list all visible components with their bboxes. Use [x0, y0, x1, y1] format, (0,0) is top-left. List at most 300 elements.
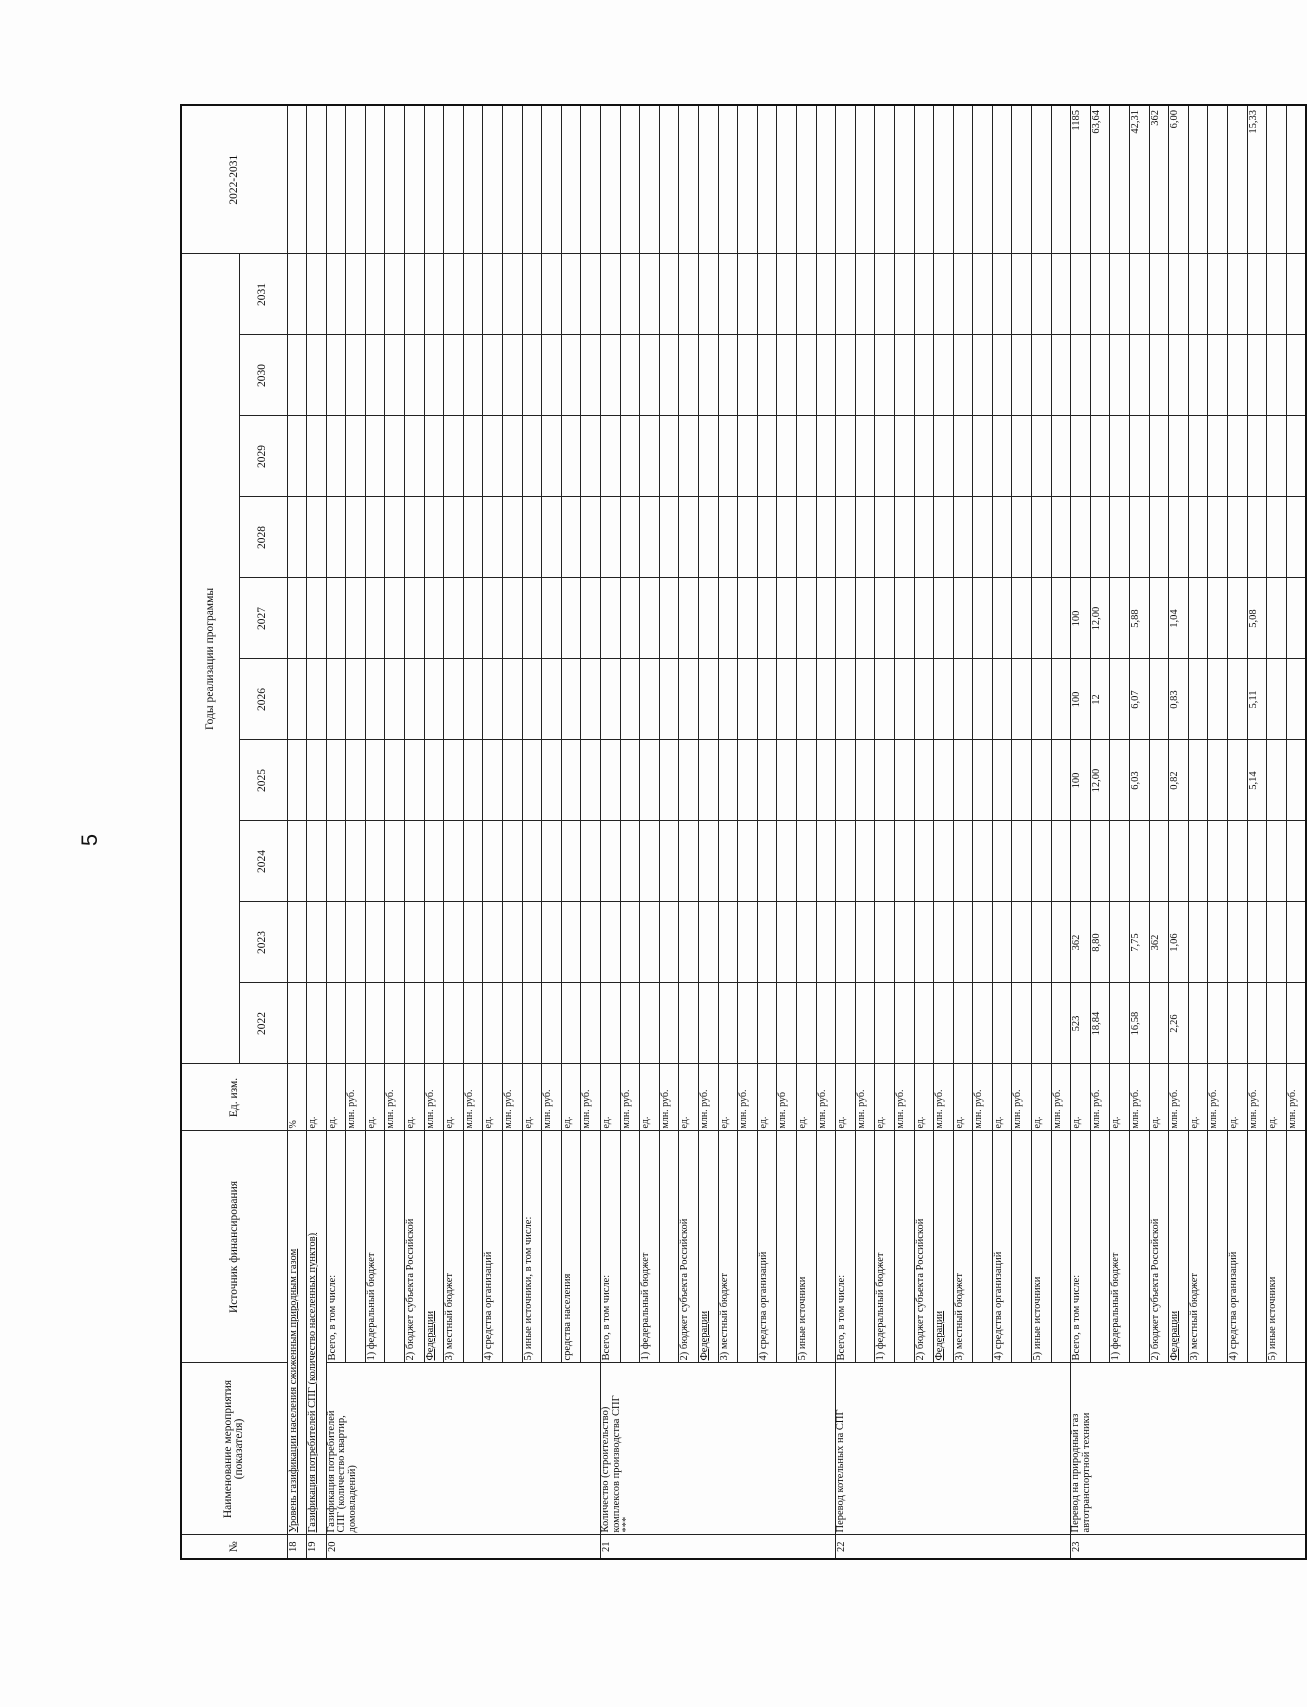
value-2022: [679, 983, 699, 1064]
value-2022: [561, 983, 581, 1064]
value-2024: [326, 821, 346, 902]
value-2027: [973, 578, 993, 659]
value-2031: [1267, 254, 1287, 335]
header-total: 2022-2031: [181, 105, 287, 254]
value-2027: [287, 578, 307, 659]
value-2031: [973, 254, 993, 335]
value-total: [483, 105, 503, 254]
value-2031: [620, 254, 640, 335]
value-2026: [385, 659, 405, 740]
value-2029: [1286, 416, 1306, 497]
value-2028: [698, 497, 718, 578]
value-2026: 6,07: [1130, 659, 1150, 740]
value-2024: [875, 821, 895, 902]
unit-cell: ед.: [914, 1064, 934, 1131]
value-2024: [934, 821, 954, 902]
value-total: [463, 105, 483, 254]
value-total: [855, 105, 875, 254]
value-2027: [934, 578, 954, 659]
value-2030: [640, 335, 660, 416]
value-2031: [483, 254, 503, 335]
value-2024: [914, 821, 934, 902]
value-2027: [385, 578, 405, 659]
value-2028: [855, 497, 875, 578]
value-2031: [836, 254, 856, 335]
value-2026: [542, 659, 562, 740]
table-row: [307, 105, 327, 1559]
value-2029: [934, 416, 954, 497]
value-2026: [738, 659, 758, 740]
value-2023: [287, 902, 307, 983]
value-2024: [1130, 821, 1150, 902]
table-row: [1110, 105, 1130, 1559]
value-2031: [365, 254, 385, 335]
value-2022: [894, 983, 914, 1064]
value-2027: [1286, 578, 1306, 659]
value-2030: [346, 335, 366, 416]
unit-cell: ед.: [444, 1064, 464, 1131]
value-2026: [659, 659, 679, 740]
value-2031: [1286, 254, 1306, 335]
value-2026: [620, 659, 640, 740]
value-2028: [601, 497, 621, 578]
value-2029: [620, 416, 640, 497]
value-2025: [601, 740, 621, 821]
value-2026: [326, 659, 346, 740]
value-2030: [934, 335, 954, 416]
value-2024: [973, 821, 993, 902]
value-2025: [424, 740, 444, 821]
value-2029: [522, 416, 542, 497]
financing-source: Федерации: [424, 1131, 444, 1363]
value-2022: [503, 983, 523, 1064]
value-2030: [1130, 335, 1150, 416]
value-2031: [698, 254, 718, 335]
value-2030: [424, 335, 444, 416]
value-total: [365, 105, 385, 254]
value-2025: [405, 740, 425, 821]
value-2023: [620, 902, 640, 983]
financing-source: [581, 1131, 601, 1363]
value-2022: [405, 983, 425, 1064]
value-2030: [992, 335, 1012, 416]
financing-source: Всего, в том числе:: [1071, 1131, 1091, 1363]
measure-name-line-3: домовладений): [346, 1465, 358, 1533]
value-2030: [1188, 335, 1208, 416]
value-2028: [365, 497, 385, 578]
table-row: [640, 105, 660, 1559]
value-2027: [522, 578, 542, 659]
value-2022: [855, 983, 875, 1064]
value-2030: [1149, 335, 1169, 416]
value-2024: [1188, 821, 1208, 902]
unit-cell: млн. руб.: [973, 1064, 993, 1131]
table-row: [953, 105, 973, 1559]
value-2031: [1149, 254, 1169, 335]
value-2025: [757, 740, 777, 821]
value-2027: [1267, 578, 1287, 659]
value-2022: [698, 983, 718, 1064]
value-2030: [1110, 335, 1130, 416]
value-2027: [463, 578, 483, 659]
unit-cell: ед.: [796, 1064, 816, 1131]
value-2029: [796, 416, 816, 497]
value-2025: [1149, 740, 1169, 821]
value-2023: [757, 902, 777, 983]
value-2022: [1267, 983, 1287, 1064]
financing-source: [1012, 1131, 1032, 1363]
value-2025: [444, 740, 464, 821]
value-2029: [1247, 416, 1267, 497]
unit-cell: млн. руб.: [659, 1064, 679, 1131]
table-row: [816, 105, 836, 1559]
value-2022: 2,26: [1169, 983, 1189, 1064]
value-2029: [816, 416, 836, 497]
value-total: [816, 105, 836, 254]
financing-source: 3) местный бюджет: [1188, 1131, 1208, 1363]
table-row: [287, 105, 307, 1559]
unit-cell: млн. руб.: [424, 1064, 444, 1131]
unit-cell: млн. руб.: [1169, 1064, 1189, 1131]
unit-cell: млн. руб.: [463, 1064, 483, 1131]
row-number: 18: [287, 1535, 307, 1559]
value-total: [1032, 105, 1052, 254]
table-body: [287, 105, 1306, 1559]
value-2025: [777, 740, 797, 821]
value-2028: [1267, 497, 1287, 578]
value-2028: [875, 497, 895, 578]
value-2024: [287, 821, 307, 902]
value-2030: [444, 335, 464, 416]
value-2024: [816, 821, 836, 902]
value-2030: [914, 335, 934, 416]
value-2027: [894, 578, 914, 659]
value-2026: [581, 659, 601, 740]
value-2022: [1149, 983, 1169, 1064]
value-2029: [1188, 416, 1208, 497]
header-year-2027: 2027: [239, 578, 287, 659]
value-2028: [934, 497, 954, 578]
financing-source: Всего, в том числе:: [601, 1131, 621, 1363]
value-2030: [1090, 335, 1110, 416]
value-2026: [757, 659, 777, 740]
value-2030: [405, 335, 425, 416]
value-2024: [796, 821, 816, 902]
value-2031: [934, 254, 954, 335]
financing-source: Федерации: [698, 1131, 718, 1363]
value-2028: [307, 497, 327, 578]
table-row: [385, 105, 405, 1559]
value-2024: [503, 821, 523, 902]
value-2028: [679, 497, 699, 578]
value-2026: [1286, 659, 1306, 740]
value-2029: [424, 416, 444, 497]
value-2029: [1169, 416, 1189, 497]
table-row: [992, 105, 1012, 1559]
header-year-2029: 2029: [239, 416, 287, 497]
value-total: [679, 105, 699, 254]
value-total: [1051, 105, 1071, 254]
value-2028: [992, 497, 1012, 578]
value-total: [875, 105, 895, 254]
value-2023: [659, 902, 679, 983]
value-2029: [757, 416, 777, 497]
header-year-2023: 2023: [239, 902, 287, 983]
financing-source: 5) иные источники: [796, 1131, 816, 1363]
unit-cell: ед.: [640, 1064, 660, 1131]
value-2030: [307, 335, 327, 416]
value-2023: [679, 902, 699, 983]
value-2023: [1110, 902, 1130, 983]
value-2031: [1169, 254, 1189, 335]
value-2024: [1012, 821, 1032, 902]
value-total: [581, 105, 601, 254]
unit-cell: ед.: [1032, 1064, 1052, 1131]
value-2024: [777, 821, 797, 902]
value-2030: [1071, 335, 1091, 416]
financing-source: 4) средства организаций: [483, 1131, 503, 1363]
value-2030: [1267, 335, 1287, 416]
value-2029: [561, 416, 581, 497]
financing-source: 2) бюджет субъекта Российской: [405, 1131, 425, 1363]
header-year-2030: 2030: [239, 335, 287, 416]
unit-cell: ед.: [718, 1064, 738, 1131]
value-2029: [953, 416, 973, 497]
value-2031: [816, 254, 836, 335]
measure-name-line-2: комплексов производства СПГ: [610, 1395, 622, 1533]
unit-cell: ед.: [1071, 1064, 1091, 1131]
value-2022: [875, 983, 895, 1064]
table-row: [1149, 105, 1169, 1559]
value-total: 1185: [1071, 105, 1091, 254]
value-2030: [1169, 335, 1189, 416]
value-2022: [777, 983, 797, 1064]
value-2024: [718, 821, 738, 902]
value-2026: [463, 659, 483, 740]
unit-cell: ед.: [326, 1064, 346, 1131]
value-2028: [640, 497, 660, 578]
value-2024: [1071, 821, 1091, 902]
value-2028: [385, 497, 405, 578]
value-2025: [875, 740, 895, 821]
value-2025: [953, 740, 973, 821]
value-2023: [561, 902, 581, 983]
value-2027: [1208, 578, 1228, 659]
value-2029: [718, 416, 738, 497]
value-2024: [836, 821, 856, 902]
value-2028: [581, 497, 601, 578]
value-total: [522, 105, 542, 254]
table-row: [581, 105, 601, 1559]
value-2025: [581, 740, 601, 821]
table-row: [346, 105, 366, 1559]
value-2023: 362: [1071, 902, 1091, 983]
unit-cell: ед.: [757, 1064, 777, 1131]
value-2024: [483, 821, 503, 902]
row-number: 21: [601, 1535, 836, 1559]
value-2022: [992, 983, 1012, 1064]
value-2029: [855, 416, 875, 497]
financing-source: 4) средства организаций: [757, 1131, 777, 1363]
value-2027: 1,04: [1169, 578, 1189, 659]
value-2026: [855, 659, 875, 740]
value-2029: [1267, 416, 1287, 497]
table-row: [934, 105, 954, 1559]
value-2026: [561, 659, 581, 740]
measure-name-line-2: СПГ (количество квартир,: [336, 1415, 348, 1533]
value-2030: [1228, 335, 1248, 416]
unit-cell: ед.: [307, 1064, 327, 1131]
value-total: [307, 105, 327, 254]
value-2031: [1051, 254, 1071, 335]
value-2027: [346, 578, 366, 659]
value-2024: [1149, 821, 1169, 902]
value-2027: [679, 578, 699, 659]
value-2027: [1110, 578, 1130, 659]
value-2023: [836, 902, 856, 983]
value-2030: [1247, 335, 1267, 416]
financing-source: [542, 1131, 562, 1363]
table-row: [894, 105, 914, 1559]
value-2027: [365, 578, 385, 659]
value-2026: [1228, 659, 1248, 740]
value-2031: [914, 254, 934, 335]
value-2028: [1149, 497, 1169, 578]
value-2024: [855, 821, 875, 902]
value-2025: [659, 740, 679, 821]
table-row: [424, 105, 444, 1559]
value-2024: [522, 821, 542, 902]
value-2026: 0,83: [1169, 659, 1189, 740]
row-number: 20: [326, 1535, 600, 1559]
value-2029: [1130, 416, 1150, 497]
value-2022: [601, 983, 621, 1064]
value-2023: [463, 902, 483, 983]
measure-name: [1071, 1363, 1306, 1535]
value-2029: [601, 416, 621, 497]
measure-name: [601, 1363, 836, 1535]
value-2022: [385, 983, 405, 1064]
financing-source: [738, 1131, 758, 1363]
value-2031: [718, 254, 738, 335]
value-total: [777, 105, 797, 254]
value-2022: [816, 983, 836, 1064]
value-2028: [1286, 497, 1306, 578]
value-2022: [1228, 983, 1248, 1064]
unit-cell: ед.: [1149, 1064, 1169, 1131]
value-2030: [1051, 335, 1071, 416]
value-2029: [385, 416, 405, 497]
value-2022: [738, 983, 758, 1064]
value-2026: [973, 659, 993, 740]
financing-source: 1) федеральный бюджет: [875, 1131, 895, 1363]
value-2023: [385, 902, 405, 983]
value-2023: [307, 902, 327, 983]
value-2022: [718, 983, 738, 1064]
value-2028: [796, 497, 816, 578]
unit-cell: ед.: [1228, 1064, 1248, 1131]
value-2022: [365, 983, 385, 1064]
value-2024: [1208, 821, 1228, 902]
value-2031: [1090, 254, 1110, 335]
value-2024: [601, 821, 621, 902]
value-2030: [463, 335, 483, 416]
table-row: [620, 105, 640, 1559]
table-row: [444, 105, 464, 1559]
unit-cell: млн. руб.: [698, 1064, 718, 1131]
value-2026: [894, 659, 914, 740]
value-2024: [1247, 821, 1267, 902]
table-row: [1071, 105, 1091, 1559]
value-2028: [718, 497, 738, 578]
value-2023: [424, 902, 444, 983]
value-2025: [816, 740, 836, 821]
value-2027: [953, 578, 973, 659]
value-2031: [581, 254, 601, 335]
value-2029: [365, 416, 385, 497]
value-2031: [1208, 254, 1228, 335]
value-2023: [326, 902, 346, 983]
unit-cell: млн. руб.: [894, 1064, 914, 1131]
financing-source: [1286, 1131, 1306, 1363]
value-total: 63,64: [1090, 105, 1110, 254]
value-total: [973, 105, 993, 254]
value-2028: [522, 497, 542, 578]
value-2024: [1286, 821, 1306, 902]
value-2025: [1228, 740, 1248, 821]
value-2025: [1051, 740, 1071, 821]
value-2030: [1208, 335, 1228, 416]
value-2030: [757, 335, 777, 416]
value-2031: [1032, 254, 1052, 335]
value-2022: [1247, 983, 1267, 1064]
value-2023: 7,75: [1130, 902, 1150, 983]
unit-cell: млн. руб.: [1286, 1064, 1306, 1131]
value-total: [757, 105, 777, 254]
value-2027: [875, 578, 895, 659]
value-2027: 5,88: [1130, 578, 1150, 659]
value-2028: [1110, 497, 1130, 578]
value-2023: 362: [1149, 902, 1169, 983]
financing-source: [1247, 1131, 1267, 1363]
value-2022: [542, 983, 562, 1064]
value-2026: [816, 659, 836, 740]
value-2027: [424, 578, 444, 659]
value-2022: [953, 983, 973, 1064]
unit-cell: млн. руб.: [934, 1064, 954, 1131]
value-2023: [483, 902, 503, 983]
value-2030: [326, 335, 346, 416]
value-2030: [953, 335, 973, 416]
value-2023: [1247, 902, 1267, 983]
value-2025: [1032, 740, 1052, 821]
header-year-2028: 2028: [239, 497, 287, 578]
value-2025: [1267, 740, 1287, 821]
value-total: [405, 105, 425, 254]
value-total: [385, 105, 405, 254]
value-2028: [953, 497, 973, 578]
unit-cell: ед.: [953, 1064, 973, 1131]
value-total: [1286, 105, 1306, 254]
unit-cell: млн. руб: [777, 1064, 797, 1131]
value-2025: [640, 740, 660, 821]
value-2022: [640, 983, 660, 1064]
value-2022: [973, 983, 993, 1064]
value-2026: [953, 659, 973, 740]
value-2024: [1267, 821, 1287, 902]
value-2022: [424, 983, 444, 1064]
value-2030: [855, 335, 875, 416]
